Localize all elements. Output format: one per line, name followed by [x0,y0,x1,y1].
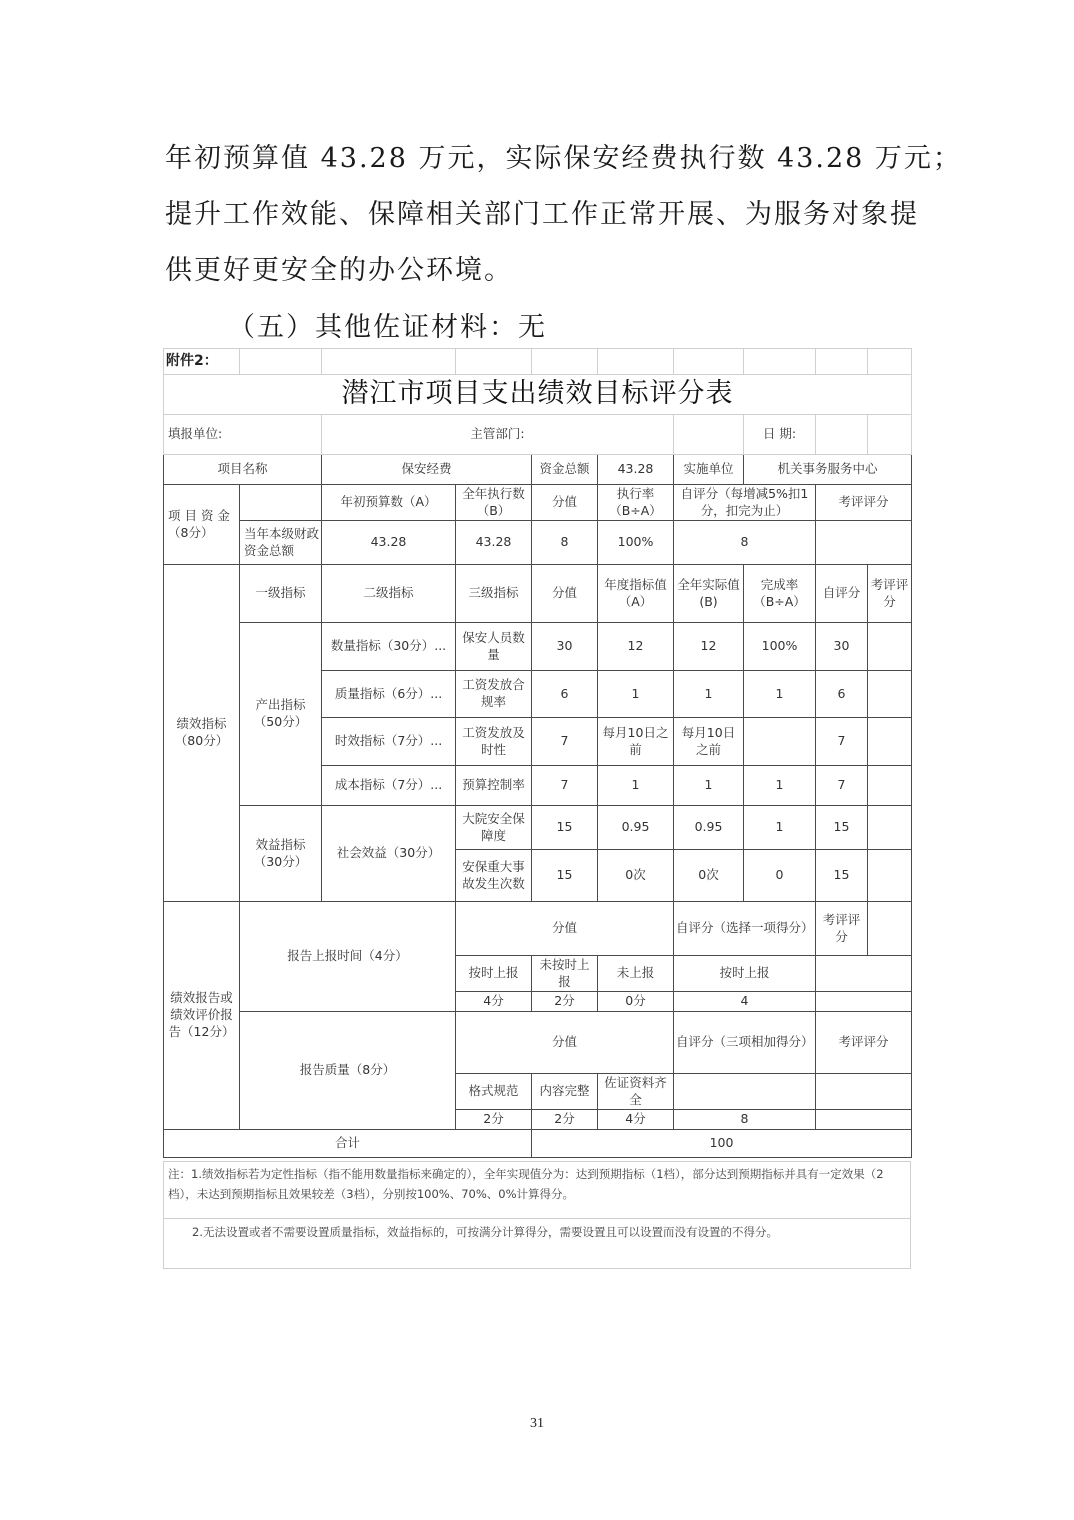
perf-row-rate: 1 [744,671,816,718]
funds-header-self: 自评分（每增减5%扣1分，扣完为止） [674,485,816,521]
funds-header-rate: 执行率（B÷A） [598,485,674,521]
perf-row-score: 15 [532,806,598,850]
perf-row-score: 7 [532,766,598,806]
pts-not-reported: 0分 [598,992,674,1012]
criterion-content: 内容完整 [532,1074,598,1110]
funds-self: 8 [674,521,816,565]
perf-row-actual: 0次 [674,850,744,902]
perf-header-score: 分值 [532,565,598,623]
form-title: 潜江市项目支出绩效目标评分表 [164,375,912,415]
funds-section-label: 项 目 资 金 （8分） [164,485,240,565]
perf-row-l3: 安保重大事故发生次数 [456,850,532,902]
funds-header-budget: 年初预算数（A） [322,485,456,521]
perf-row-self: 15 [816,806,868,850]
total-funds: 43.28 [598,455,674,485]
report-quality-review-header: 考评评分 [816,1012,912,1074]
criterion-format: 格式规范 [456,1074,532,1110]
report-quality-label: 报告质量（8分） [240,1012,456,1130]
pts-on-time: 4分 [456,992,532,1012]
pts-late: 2分 [532,992,598,1012]
date-label: 日 期: [744,415,816,455]
pts-content: 2分 [532,1110,598,1130]
perf-header-self: 自评分 [816,565,868,623]
project-name: 保安经费 [322,455,532,485]
body-line-1: 年初预算值 43.28 万元，实际保安经费执行数 43.28 万元； [165,143,962,174]
total-funds-label: 资金总额 [532,455,598,485]
pts-evidence: 4分 [598,1110,674,1130]
report-time-self-header: 自评分（选择一项得分） [674,902,816,956]
option-late: 未按时上报 [532,956,598,992]
report-quality-score-header: 分值 [456,1012,674,1074]
perf-header-l2: 二级指标 [322,565,456,623]
perf-row-actual: 1 [674,766,744,806]
perf-row-rate: 0 [744,850,816,902]
total-score: 100 [532,1130,912,1158]
perf-row-score: 30 [532,623,598,671]
project-name-label: 项目名称 [164,455,322,485]
report-quality-self-header: 自评分（三项相加得分） [674,1012,816,1074]
perf-row-score: 15 [532,850,598,902]
perf-row-l3: 预算控制率 [456,766,532,806]
option-not-reported: 未上报 [598,956,674,992]
perf-row-actual: 1 [674,671,744,718]
note-2: 2.无法设置或者不需要设置质量指标，效益指标的，可按满分计算得分，需要设置且可以设置而没有设置的不得分。 [192,1225,778,1239]
perf-row-l2: 成本指标（7分）... [322,766,456,806]
perf-header-review: 考评评分 [868,565,912,623]
funds-row-label: 当年本级财政资金总额 [240,521,322,565]
body-line-2: 提升工作效能、保障相关部门工作正常开展、为服务对象提 [165,199,919,230]
perf-header-l3: 三级指标 [456,565,532,623]
perf-row-rate: 100% [744,623,816,671]
report-quality-self-score: 8 [674,1110,816,1130]
perf-header-actual: 全年实际值(B) [674,565,744,623]
total-label: 合计 [164,1130,532,1158]
score-form [163,348,911,1269]
criterion-evidence: 佐证资料齐全 [598,1074,674,1110]
perf-row-target: 0.95 [598,806,674,850]
dept-label: 主管部门: [322,415,674,455]
perf-row-l3: 工资发放及时性 [456,718,532,766]
impl-unit-label: 实施单位 [674,455,744,485]
perf-row-actual: 每月10日之前 [674,718,744,766]
funds-header-review: 考评评分 [816,485,912,521]
impl-unit: 机关事务服务中心 [744,455,912,485]
funds-score: 8 [532,521,598,565]
perf-row-l2: 数量指标（30分）... [322,623,456,671]
perf-row-target: 1 [598,766,674,806]
funds-budget: 43.28 [322,521,456,565]
perf-row-self: 15 [816,850,868,902]
perf-row-target: 1 [598,671,674,718]
perf-row-l2: 时效指标（7分）... [322,718,456,766]
perf-row-score: 7 [532,718,598,766]
perf-section-label: 绩效指标（80分） [164,565,240,902]
page-number: 31 [530,1416,544,1431]
report-time-self-score: 4 [674,992,816,1012]
section-heading: （五）其他佐证材料：无 [228,312,547,343]
perf-header-target: 年度指标值（A） [598,565,674,623]
funds-header-exec: 全年执行数（B） [456,485,532,521]
unit-label: 填报单位: [164,415,322,455]
perf-row-self: 7 [816,766,868,806]
notes-box [163,1161,911,1269]
funds-exec: 43.28 [456,521,532,565]
perf-row-l3: 大院安全保障度 [456,806,532,850]
perf-row-target: 12 [598,623,674,671]
notes-divider [164,1218,910,1219]
output-indicator-label: 产出指标（50分） [240,623,322,806]
perf-row-self: 30 [816,623,868,671]
annex-label: 附件2： [164,349,240,375]
benefit-indicator-label: 效益指标（30分） [240,806,322,902]
pts-format: 2分 [456,1110,532,1130]
body-line-3: 供更好更安全的办公环境。 [165,255,513,286]
perf-row-rate [744,718,816,766]
perf-row-self: 7 [816,718,868,766]
perf-row-l2: 社会效益（30分） [322,806,456,902]
perf-row-rate: 1 [744,766,816,806]
perf-row-l3: 保安人员数量 [456,623,532,671]
report-time-score-header: 分值 [456,902,674,956]
report-time-label: 报告上报时间（4分） [240,902,456,1012]
perf-row-l3: 工资发放合规率 [456,671,532,718]
perf-row-score: 6 [532,671,598,718]
score-table [163,348,912,1158]
funds-header-score: 分值 [532,485,598,521]
perf-row-actual: 12 [674,623,744,671]
perf-row-self: 6 [816,671,868,718]
note-1: 注：1.绩效指标若为定性指标（指不能用数量指标来确定的），全年实现值分为：达到预期指标（1档），部分达到预期指标并具有一定效果（2档），未达到预期指标且效果较差（3档），分别按100%、70%、0%计算得分。 [168,1167,884,1202]
perf-row-actual: 0.95 [674,806,744,850]
perf-row-l2: 质量指标（6分）... [322,671,456,718]
report-section-label: 绩效报告或绩效评价报告（12分） [164,902,240,1130]
perf-row-target: 每月10日之前 [598,718,674,766]
perf-row-target: 0次 [598,850,674,902]
report-time-review-header: 考评评分 [816,902,868,956]
funds-rate: 100% [598,521,674,565]
perf-row-rate: 1 [744,806,816,850]
perf-header-rate: 完成率（B÷A） [744,565,816,623]
option-on-time: 按时上报 [456,956,532,992]
perf-header-l1: 一级指标 [240,565,322,623]
report-time-self-choice: 按时上报 [674,956,816,992]
